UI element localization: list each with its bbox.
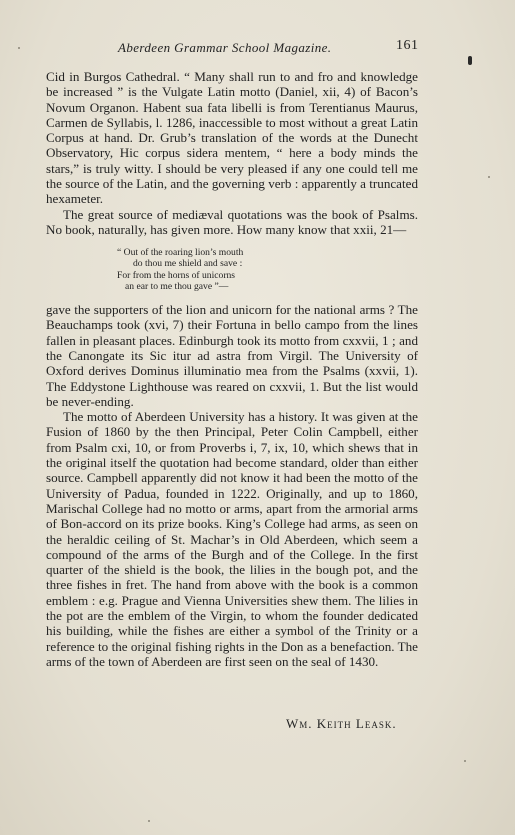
paragraph: The great source of mediæval quotations was the book of Psalms. No book, naturally, has given more. How many know that xxii, 21—: [46, 206, 418, 237]
verse-line: an ear to me thou gave ”—: [125, 280, 229, 292]
paragraph: The motto of Aberdeen University has a history. It was given at the Fusion of 1860 by the then Principal, Peter Colin Campbell, either from Psalm cxi, 10, or from Proverbs i, 7, ix, 10, which shews that in the original itself the quotation had become standard, older than either source. Campbell apparently did not know it had been the motto of the University of Padua, founded in 1222. Originally, and up to 1860, Marischal College had no motto or arms, apart from the armorial arms of Bon-accord on its prize books. King’s College had arms, as seen on the heraldic ceiling of St. Machar’s in Old Aberdeen, which seem a compound of the arms of the Burgh and of the College. In the first quarter of the shield is the book, the lilies in the bough pot, and the three fishes in fret. The hand from above with the book is a common emblem : e.g. Prague and Vienna Universities shew them. The lilies in the pot are the emblem of the Virgin, to whom the founder dedicated his building, while the fishes are either a symbol of the Trinity or a reference to the original fishing rights in the Don as a benefaction. The arms of the town of Aberdeen are first seen on the seal of 1430.: [46, 409, 418, 669]
paper-speck: [18, 47, 20, 49]
verse-line: do thou me shield and save :: [133, 258, 243, 270]
verse-line: “ Out of the roaring lion’s mouth: [117, 247, 244, 259]
article-body: [46, 69, 418, 669]
verse-line: For from the horns of unicorns: [117, 269, 236, 281]
page-number: 161: [396, 38, 419, 53]
verse-quotation: [46, 247, 418, 292]
paragraph: gave the supporters of the lion and unicorn for the national arms ? The Beauchamps took (xvi, 7) their Fortuna in bello campo from the lines fallen in pleasant places. Edinburgh took its motto from cxxvii, 1 ; and the Canongate its Sic itur ad astra from Virgil. The University of Oxford derives Dominus illuminatio mea from the Psalms (xxvii, 1). The Eddystone Lighthouse was reared on cxxvii, 1. But the list would be never-ending.: [46, 302, 418, 409]
paper-speck: [488, 176, 490, 178]
paper-speck: [464, 760, 466, 762]
author-signature: Wm. Keith Leask.: [286, 716, 397, 731]
paragraph: Cid in Burgos Cathedral. “ Many shall run to and fro and knowledge be increased ” is the Vulgate Latin motto (Daniel, xii, 4) of Bacon’s Novum Organon. Habent sua fata libelli is from Terentianus Maurus, Carmen de Syllabis, l. 1286, inaccessible to most without a great Latin Corpus at hand. Dr. Grub’s translation of the words at the Dunecht Observatory, Hic corpus sidera mentem, “ here a body minds the stars,” is truly witty. I should be very pleased if any one could tell me the source of the Latin, and the governing verb : apparently a truncated hexameter.: [46, 69, 418, 207]
running-title: Aberdeen Grammar School Magazine.: [118, 40, 332, 55]
paper-speck: [148, 820, 150, 822]
ink-mark: [468, 56, 472, 65]
